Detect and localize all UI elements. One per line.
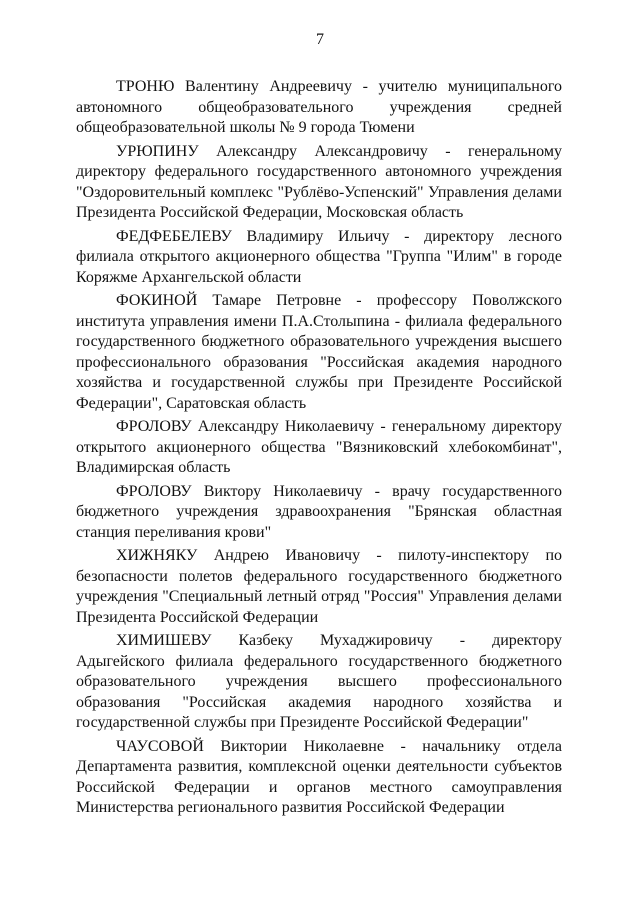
- list-item: ФОКИНОЙ Тамаре Петровне - профессору Поволжского института управления имени П.А.Столыпина - филиала федерального государственного бюджетного образовательного учреждения высшего профессионального образования "Российская академия народного хозяйства и государственной службы при Президенте Российской Федерации", Саратовская область: [76, 292, 562, 412]
- list-item: ТРОНЮ Валентину Андреевичу - учителю муниципального автономного общеобразовательного учреждения средней общеобразовательной школы № 9 города Тюмени: [76, 78, 562, 136]
- list-item: ФРОЛОВУ Виктору Николаевичу - врачу государственного бюджетного учреждения здравоохранения "Брянская областная станция переливания крови": [76, 482, 562, 541]
- list-item: ХИМИШЕВУ Казбеку Мухаджировичу - директору Адыгейского филиала федерального государственного бюджетного образовательного учреждения высшего профессионального образования "Российская академия народного хозяйства и государственной службы при Президенте Российской Федерации": [76, 632, 562, 731]
- list-item: ЧАУСОВОЙ Виктории Николаевне - начальнику отдела Департамента развития, комплексной оценки деятельности субъектов Российской Федерации и органов местного самоуправления Министерства регионального развития Российской Федерации: [76, 737, 562, 816]
- list-item: ФЕДФЕБЕЛЕВУ Владимиру Ильичу - директору лесного филиала открытого акционерного общества "Группа "Илим" в городе Коряжме Архангельской области: [76, 227, 562, 286]
- list-item: ХИЖНЯКУ Андрею Ивановичу - пилоту-инспектору по безопасности полетов федерального государственного бюджетного учреждения "Специальный летный отряд "Россия" Управления делами Президента Российской Федерации: [76, 547, 562, 626]
- list-item: УРЮПИНУ Александру Александровичу - генеральному директору федерального государственного автономного учреждения "Оздоровительный комплекс "Рублёво-Успенский" Управления делами Президента Российской Федерации, Московская область: [76, 142, 562, 221]
- list-item: ФРОЛОВУ Александру Николаевичу - генеральному директору открытого акционерного общества "Вязниковский хлебокомбинат", Владимирская область: [76, 418, 562, 476]
- page-number: 7: [316, 31, 324, 48]
- award-list: [76, 77, 562, 822]
